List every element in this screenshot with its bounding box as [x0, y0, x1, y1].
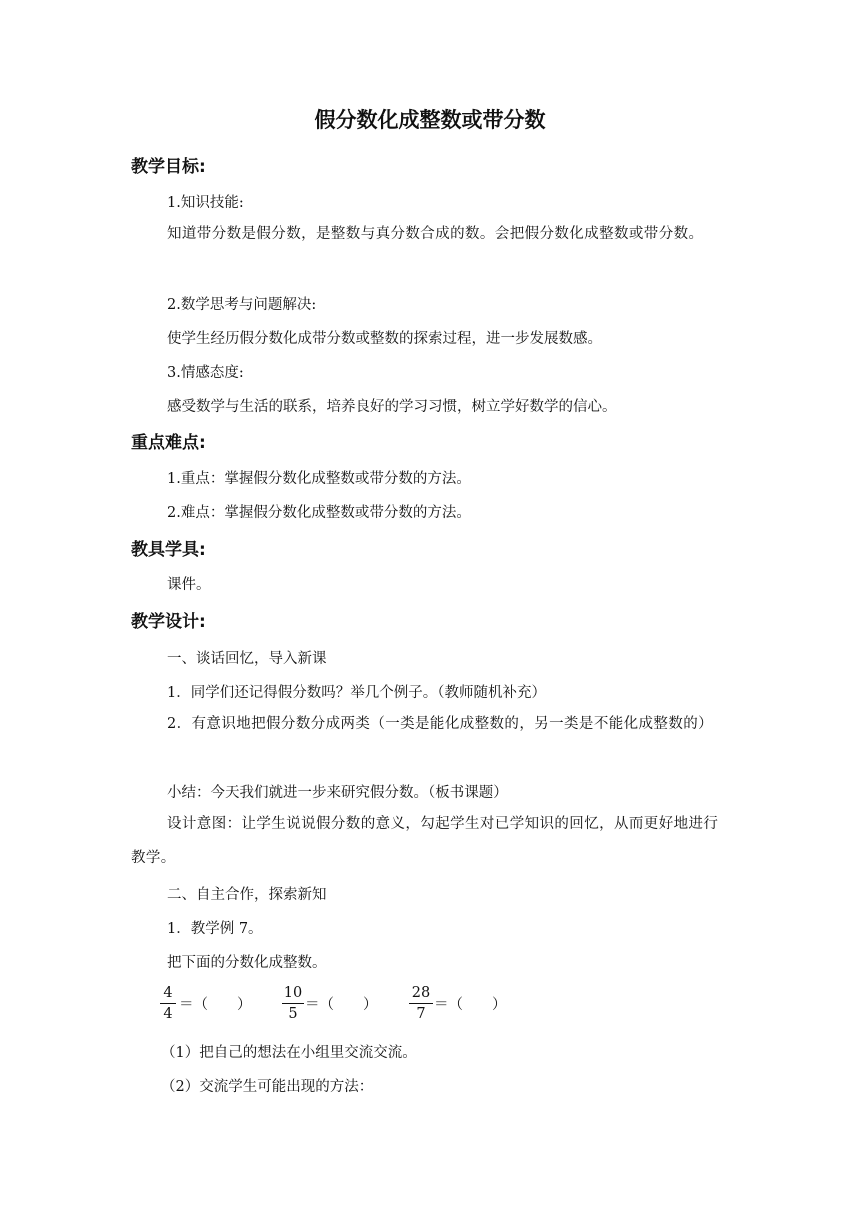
tools-text: 课件。 [167, 577, 211, 593]
part1-heading: 一、谈话回忆，导入新课 [167, 651, 327, 667]
fraction-2 [282, 984, 304, 1023]
heading-design: 教学设计: [131, 612, 206, 632]
page-title: 假分数化成整数或带分数 [314, 108, 546, 132]
goal3-text: 感受数学与生活的联系，培养良好的学习习惯，树立学好数学的信心。 [167, 399, 617, 415]
fraction-1 [160, 984, 176, 1023]
step-2: （2）交流学生可能出现的方法： [161, 1079, 374, 1095]
part2-heading: 二、自主合作，探索新知 [167, 887, 327, 903]
fraction-3 [409, 984, 433, 1023]
part2-task: 把下面的分数化成整数。 [167, 955, 327, 971]
key-point-2: 2.难点：掌握假分数化成整数或带分数的方法。 [167, 505, 471, 521]
fraction-3-bar [409, 1003, 433, 1004]
goal1-text: 知道带分数是假分数，是整数与真分数合成的数。会把假分数化成整数或带分数。 [167, 226, 704, 242]
fraction-1-numerator: 4 [163, 985, 173, 1001]
part1-item2: 2．有意识地把假分数分成两类（一类是能化成整数的，另一类是不能化成整数的） [167, 716, 714, 732]
part2-item1: 1．教学例 7。 [167, 921, 263, 937]
fraction-1-bar [160, 1003, 176, 1004]
goal2-text: 使学生经历假分数化成带分数或整数的探索过程，进一步发展数感。 [167, 331, 602, 347]
heading-goals: 教学目标: [131, 157, 206, 177]
intent-text: 设计意图：让学生说说假分数的意义，勾起学生对已学知识的回忆，从而更好地进行教学。 [131, 816, 719, 866]
fraction-2-denominator: 5 [288, 1006, 298, 1022]
fraction-2-bar [282, 1003, 304, 1004]
step-1: （1）把自己的想法在小组里交流交流。 [161, 1045, 417, 1061]
fraction-3-denominator: 7 [416, 1006, 426, 1022]
heading-tools: 教具学具: [131, 540, 206, 560]
summary-text: 小结：今天我们就进一步来研究假分数。（板书课题） [167, 785, 508, 801]
fraction-2-blank: ＝（ ） [305, 997, 378, 1013]
key-point-1: 1.重点：掌握假分数化成整数或带分数的方法。 [167, 471, 471, 487]
goal1-label: 1.知识技能: [167, 195, 244, 211]
fraction-3-blank: ＝（ ） [434, 997, 507, 1013]
fraction-1-denominator: 4 [163, 1006, 173, 1022]
goal3-label: 3.情感态度: [167, 365, 244, 381]
fraction-3-numerator: 28 [411, 985, 431, 1001]
heading-key-points: 重点难点: [131, 433, 206, 453]
part1-item1: 1．同学们还记得假分数吗？举几个例子。（教师随机补充） [167, 685, 546, 701]
fraction-2-numerator: 10 [283, 985, 303, 1001]
fraction-1-blank: ＝（ ） [179, 997, 252, 1013]
goal2-label: 2.数学思考与问题解决: [167, 297, 317, 313]
